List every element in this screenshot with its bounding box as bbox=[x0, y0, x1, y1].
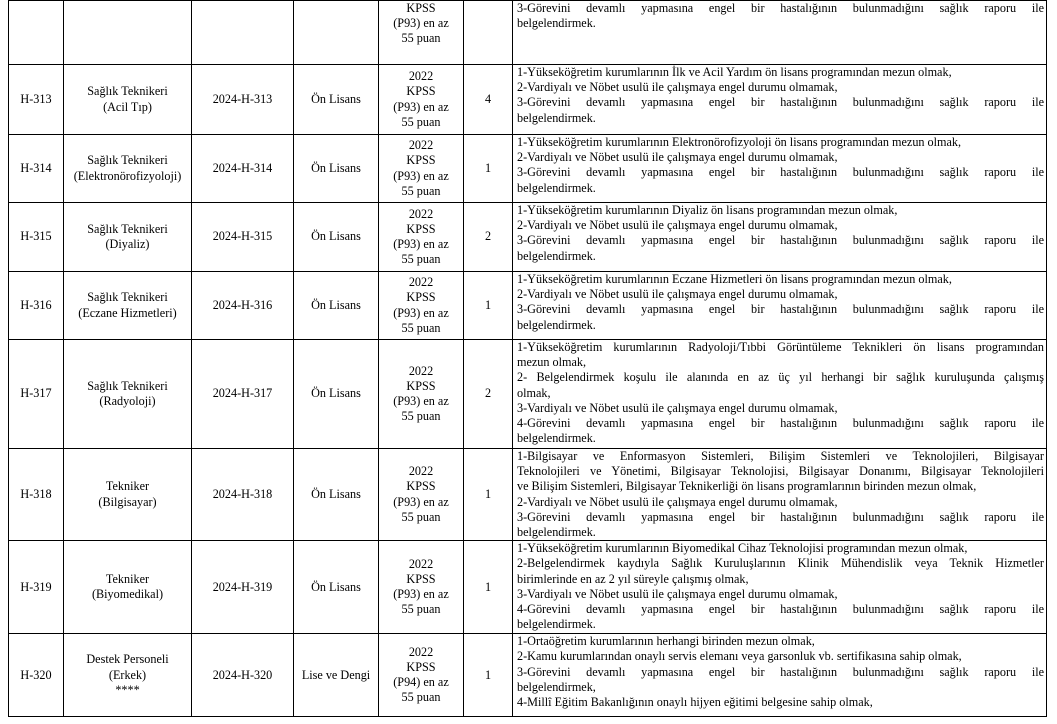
requirement-line: belgelendirmek. bbox=[517, 248, 596, 263]
kpss-score-cell bbox=[379, 634, 464, 717]
position-title-line: Sağlık Teknikeri bbox=[87, 290, 168, 305]
requirement-line: 3-Vardiyalı ve Nöbet usulü ile çalışmaya engel durumu olmamak, bbox=[517, 586, 838, 601]
kpss-score-cell bbox=[379, 541, 464, 634]
kpss-score-line: 55 puan bbox=[401, 114, 441, 129]
requirement-line: 3-Vardiyalı ve Nöbet usulü ile çalışmaya engel durumu olmamak, bbox=[517, 400, 838, 415]
education-level-cell bbox=[294, 1, 379, 65]
position-title-cell bbox=[64, 272, 192, 340]
position-code-cell: H-320 bbox=[9, 634, 64, 717]
requirement-line: 1-Yükseköğretim kurumlarının İlk ve Acil Yardım ön lisans programından mezun olmak, bbox=[517, 65, 952, 79]
position-code-cell: H-313 bbox=[9, 65, 64, 135]
kpss-score-line: (P93) en az bbox=[393, 305, 449, 320]
kpss-score-line: 2022 bbox=[408, 556, 434, 571]
position-title-line: Sağlık Teknikeri bbox=[87, 153, 168, 168]
kpss-score-line: 2022 bbox=[408, 363, 434, 378]
kpss-score-line: 2022 bbox=[408, 275, 434, 290]
position-title-line: Sağlık Teknikeri bbox=[87, 378, 168, 393]
requirement-line: 1-Bilgisayar ve Enformasyon Sistemleri, Bilişim Sistemleri ve Teknolojileri, Bilgisayar bbox=[517, 449, 1044, 463]
position-title-line: Sağlık Teknikeri bbox=[87, 84, 168, 99]
reference-code-cell: 2024-H-319 bbox=[192, 541, 294, 634]
table-body bbox=[9, 1, 1047, 717]
requirement-line: 1-Yükseköğretim kurumlarının Diyaliz ön lisans programından mezun olmak, bbox=[517, 203, 898, 217]
kpss-score-line: 55 puan bbox=[401, 31, 441, 46]
kpss-score-cell bbox=[379, 135, 464, 203]
requirement-line: 4-Görevini devamlı yapmasına engel bir hastalığının bulunmadığını sağlık raporu ile bbox=[517, 602, 1044, 617]
table-row bbox=[9, 65, 1047, 135]
requirements-cell bbox=[513, 1, 1047, 65]
kpss-score-cell bbox=[379, 203, 464, 272]
position-title-line: (Biyomedikal) bbox=[91, 587, 164, 602]
kpss-score-line: 55 puan bbox=[401, 509, 441, 524]
requirement-line: birimlerinde en az 2 yıl süreyle çalışmış olmak, bbox=[517, 571, 749, 586]
kpss-score-line: 55 puan bbox=[401, 183, 441, 198]
requirement-line: 4-Görevini devamlı yapmasına engel bir hastalığının bulunmadığını sağlık raporu ile bbox=[517, 416, 1044, 431]
requirement-line: 3-Görevini devamlı yapmasına engel bir hastalığının bulunmadığını sağlık raporu ile bbox=[517, 664, 1044, 679]
education-level-cell: Ön Lisans bbox=[294, 65, 379, 135]
position-title-line: (Acil Tıp) bbox=[103, 99, 152, 114]
kpss-score-line: KPSS bbox=[406, 153, 436, 168]
requirement-line: belgelendirmek, bbox=[517, 679, 596, 694]
position-title-cell bbox=[64, 541, 192, 634]
requirement-line: 2-Vardiyalı ve Nöbet usulü ile çalışmaya engel durumu olmamak, bbox=[517, 287, 838, 302]
position-code-cell: H-314 bbox=[9, 135, 64, 203]
reference-code-cell: 2024-H-318 bbox=[192, 449, 294, 541]
kpss-score-line: KPSS bbox=[406, 290, 436, 305]
requirements-cell bbox=[513, 65, 1047, 135]
requirements-cell bbox=[513, 135, 1047, 203]
requirements-cell bbox=[513, 272, 1047, 340]
vacancy-count-cell: 2 bbox=[464, 203, 513, 272]
requirement-line: mezun olmak, bbox=[517, 355, 587, 370]
requirement-line: 3-Görevini devamlı yapmasına engel bir hastalığının bulunmadığını sağlık raporu ile bbox=[517, 1, 1044, 15]
position-title-cell bbox=[64, 634, 192, 717]
position-title-line: (Radyoloji) bbox=[99, 394, 156, 408]
kpss-score-line: (P94) en az bbox=[393, 675, 449, 690]
vacancy-count-cell: 1 bbox=[464, 449, 513, 541]
reference-code-cell: 2024-H-314 bbox=[192, 135, 294, 203]
position-title-cell bbox=[64, 449, 192, 541]
requirements-cell bbox=[513, 541, 1047, 634]
table-row bbox=[9, 135, 1047, 203]
kpss-score-line: 55 puan bbox=[401, 252, 441, 267]
requirement-line: belgelendirmek. bbox=[517, 617, 596, 632]
vacancy-count-cell: 1 bbox=[464, 135, 513, 203]
reference-code-cell: 2024-H-316 bbox=[192, 272, 294, 340]
vacancy-count-cell: 1 bbox=[464, 634, 513, 717]
table-row bbox=[9, 1, 1047, 65]
kpss-score-line: (P93) en az bbox=[393, 394, 449, 408]
requirements-cell bbox=[513, 340, 1047, 449]
position-title-cell bbox=[64, 65, 192, 135]
kpss-score-line: 55 puan bbox=[401, 602, 441, 617]
position-code-cell: H-316 bbox=[9, 272, 64, 340]
requirement-line: 3-Görevini devamlı yapmasına engel bir hastalığının bulunmadığını sağlık raporu ile bbox=[517, 233, 1044, 248]
requirement-line: Teknolojileri ve Yönetimi, Bilgisayar Teknolojisi, Bilgisayar Donanımı, Bilgisayar Teknolojileri bbox=[517, 464, 1044, 479]
kpss-score-line: (P93) en az bbox=[393, 237, 449, 251]
kpss-score-line: 2022 bbox=[408, 644, 434, 659]
education-level-cell: Ön Lisans bbox=[294, 340, 379, 449]
position-title-line: (Diyaliz) bbox=[105, 237, 150, 251]
education-level-cell: Ön Lisans bbox=[294, 135, 379, 203]
kpss-score-line: 55 puan bbox=[401, 320, 441, 335]
requirement-line: 3-Görevini devamlı yapmasına engel bir hastalığının bulunmadığını sağlık raporu ile bbox=[517, 165, 1044, 180]
position-title-line: (Elektronörofizyoloji) bbox=[73, 168, 182, 183]
kpss-score-cell bbox=[379, 340, 464, 449]
education-level-cell: Ön Lisans bbox=[294, 203, 379, 272]
position-title-line: Tekniker bbox=[105, 572, 150, 587]
table-row bbox=[9, 272, 1047, 340]
requirement-line: 2-Kamu kurumlarından onaylı servis elemanı veya garsonluk vb. sertifikasına sahip olmak, bbox=[517, 649, 962, 664]
requirements-cell bbox=[513, 634, 1047, 717]
reference-code-cell bbox=[192, 1, 294, 65]
kpss-score-line: 55 puan bbox=[401, 690, 441, 705]
vacancy-count-cell bbox=[464, 1, 513, 65]
requirement-line: 2-Vardiyalı ve Nöbet usulü ile çalışmaya engel durumu olmamak, bbox=[517, 80, 838, 95]
positions-table bbox=[8, 0, 1047, 717]
kpss-score-line: KPSS bbox=[406, 1, 436, 15]
table-row bbox=[9, 203, 1047, 272]
requirement-line: 1-Yükseköğretim kurumlarının Eczane Hizmetleri ön lisans programından mezun olmak, bbox=[517, 272, 952, 286]
requirement-line: 3-Görevini devamlı yapmasına engel bir hastalığının bulunmadığını sağlık raporu ile bbox=[517, 509, 1044, 524]
requirement-line: 1-Ortaöğretim kurumlarının herhangi birinden mezun olmak, bbox=[517, 634, 815, 649]
kpss-score-line: KPSS bbox=[406, 221, 436, 236]
kpss-score-line: KPSS bbox=[406, 572, 436, 587]
requirement-line: belgelendirmek. bbox=[517, 431, 596, 446]
requirement-line: belgelendirmek. bbox=[517, 317, 596, 332]
position-title-line: (Bilgisayar) bbox=[98, 494, 157, 509]
kpss-score-cell bbox=[379, 65, 464, 135]
requirement-line: ve Bilişim Sistemleri, Bilgisayar Teknikerliği ön lisans programlarının birinden mezun olmak, bbox=[517, 479, 977, 494]
requirement-line: belgelendirmek. bbox=[517, 110, 596, 125]
position-title-line: **** bbox=[115, 682, 140, 697]
requirements-cell bbox=[513, 203, 1047, 272]
requirement-line: 1-Yükseköğretim kurumlarının Radyoloji/Tıbbi Görüntüleme Teknikleri ön lisans programından bbox=[517, 340, 1044, 354]
position-title-cell bbox=[64, 203, 192, 272]
kpss-score-line: (P93) en az bbox=[393, 16, 449, 31]
kpss-score-line: KPSS bbox=[406, 479, 436, 494]
kpss-score-cell bbox=[379, 272, 464, 340]
kpss-score-line: (P93) en az bbox=[393, 587, 449, 602]
reference-code-cell: 2024-H-315 bbox=[192, 203, 294, 272]
kpss-score-line: 2022 bbox=[408, 464, 434, 479]
requirement-line: belgelendirmek. bbox=[517, 525, 596, 540]
requirement-line: 2-Vardiyalı ve Nöbet usulü ile çalışmaya engel durumu olmamak, bbox=[517, 150, 838, 165]
education-level-cell: Ön Lisans bbox=[294, 272, 379, 340]
position-title-line: Sağlık Teknikeri bbox=[87, 221, 168, 236]
kpss-score-line: KPSS bbox=[406, 378, 436, 393]
kpss-score-line: KPSS bbox=[406, 84, 436, 99]
position-code-cell: H-319 bbox=[9, 541, 64, 634]
position-code-cell: H-318 bbox=[9, 449, 64, 541]
kpss-score-line: 2022 bbox=[408, 138, 434, 153]
reference-code-cell: 2024-H-320 bbox=[192, 634, 294, 717]
position-title-cell bbox=[64, 340, 192, 449]
position-code-cell: H-315 bbox=[9, 203, 64, 272]
kpss-score-line: (P93) en az bbox=[393, 168, 449, 183]
vacancy-count-cell: 2 bbox=[464, 340, 513, 449]
requirement-line: 1-Yükseköğretim kurumlarının Biyomedikal Cihaz Teknolojisi programından mezun olmak, bbox=[517, 541, 968, 556]
table-row bbox=[9, 541, 1047, 634]
requirements-cell bbox=[513, 449, 1047, 541]
vacancy-count-cell: 1 bbox=[464, 272, 513, 340]
kpss-score-line: KPSS bbox=[406, 660, 436, 675]
position-title-line: (Erkek) bbox=[108, 667, 147, 682]
requirement-line: belgelendirmek. bbox=[517, 180, 596, 195]
requirement-line: belgelendirmek. bbox=[517, 16, 596, 31]
position-title-cell bbox=[64, 135, 192, 203]
position-code-cell bbox=[9, 1, 64, 65]
education-level-cell: Ön Lisans bbox=[294, 541, 379, 634]
position-title-line: Tekniker bbox=[105, 479, 150, 494]
kpss-score-line: 2022 bbox=[408, 69, 434, 84]
kpss-score-line: (P93) en az bbox=[393, 494, 449, 509]
kpss-score-line: (P93) en az bbox=[393, 99, 449, 114]
table-row bbox=[9, 449, 1047, 541]
education-level-cell: Ön Lisans bbox=[294, 449, 379, 541]
vacancy-count-cell: 1 bbox=[464, 541, 513, 634]
table-row bbox=[9, 340, 1047, 449]
requirement-line: 2- Belgelendirmek koşulu ile alanında en az üç yıl herhangi bir sağlık kuruluşunda çalışmış bbox=[517, 370, 1044, 385]
reference-code-cell: 2024-H-313 bbox=[192, 65, 294, 135]
table-row bbox=[9, 634, 1047, 717]
education-level-cell: Lise ve Dengi bbox=[294, 634, 379, 717]
position-code-cell: H-317 bbox=[9, 340, 64, 449]
kpss-score-line: 2022 bbox=[408, 206, 434, 221]
requirement-line: 3-Görevini devamlı yapmasına engel bir hastalığının bulunmadığını sağlık raporu ile bbox=[517, 302, 1044, 317]
requirement-line: 2-Vardiyalı ve Nöbet usulü ile çalışmaya engel durumu olmamak, bbox=[517, 494, 838, 509]
kpss-score-line: 55 puan bbox=[401, 409, 441, 424]
position-title-line: (Eczane Hizmetleri) bbox=[78, 305, 177, 320]
kpss-score-cell bbox=[379, 449, 464, 541]
reference-code-cell: 2024-H-317 bbox=[192, 340, 294, 449]
requirement-line: 1-Yükseköğretim kurumlarının Elektronörofizyoloji ön lisans programından mezun olmak, bbox=[517, 135, 962, 149]
position-title-cell bbox=[64, 1, 192, 65]
requirement-line: olmak, bbox=[517, 385, 551, 400]
requirement-line: 2-Vardiyalı ve Nöbet usulü ile çalışmaya engel durumu olmamak, bbox=[517, 218, 838, 233]
requirement-line: 3-Görevini devamlı yapmasına engel bir hastalığının bulunmadığını sağlık raporu ile bbox=[517, 95, 1044, 110]
position-title-line: Destek Personeli bbox=[86, 652, 169, 667]
vacancy-count-cell: 4 bbox=[464, 65, 513, 135]
requirement-line: 4-Millî Eğitim Bakanlığının onaylı hijyen eğitimi belgesine sahip olmak, bbox=[517, 695, 873, 710]
kpss-score-cell bbox=[379, 1, 464, 65]
requirement-line: 2-Belgelendirmek kaydıyla Sağlık Kuruluşlarının Klinik Mühendislik veya Teknik Hizmetler bbox=[517, 556, 1044, 571]
